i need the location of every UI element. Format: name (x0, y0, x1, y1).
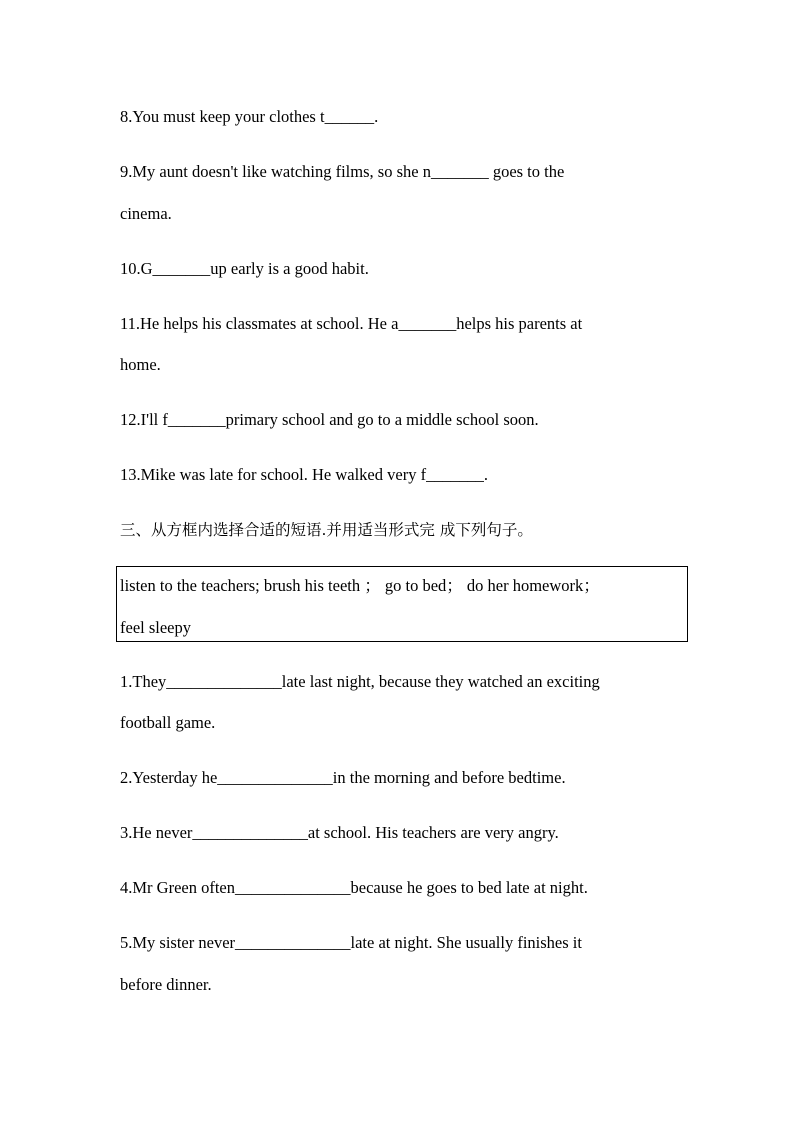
question-10: 10.G_______up early is a good habit. (120, 259, 369, 278)
question-8: 8.You must keep your clothes t______. (120, 107, 379, 126)
exercise-5-line-1: 5.My sister never______________late at night. She usually finishes it (120, 933, 582, 952)
section-3-heading: 三、从方框内选择合适的短语.并用适当形式完 成下列句子。 (120, 521, 533, 539)
question-11-line-2: home. (120, 355, 161, 374)
question-12: 12.I'll f_______primary school and go to a middle school soon. (120, 410, 539, 429)
question-11-line-1: 11.He helps his classmates at school. He a_______helps his parents at (120, 314, 583, 333)
phrase-box-line-1: listen to the teachers; brush his teeth ； go to bed； do her homework； (120, 576, 600, 595)
question-13: 13.Mike was late for school. He walked very f_______. (120, 465, 488, 484)
exercise-1-line-2: football game. (120, 713, 216, 732)
exercise-4: 4.Mr Green often______________because he goes to bed late at night. (120, 878, 588, 897)
phrase-box-line-2: feel sleepy (120, 618, 192, 637)
question-9-line-2: cinema. (120, 204, 172, 223)
exercise-2: 2.Yesterday he______________in the morning and before bedtime. (120, 768, 566, 787)
exercise-5-line-2: before dinner. (120, 975, 212, 994)
phrase-box (116, 566, 688, 642)
exercise-1-line-1: 1.They______________late last night, because they watched an exciting (120, 672, 600, 691)
exercise-3: 3.He never______________at school. His teachers are very angry. (120, 823, 559, 842)
question-9-line-1: 9.My aunt doesn't like watching films, so she n_______ goes to the (120, 162, 565, 181)
